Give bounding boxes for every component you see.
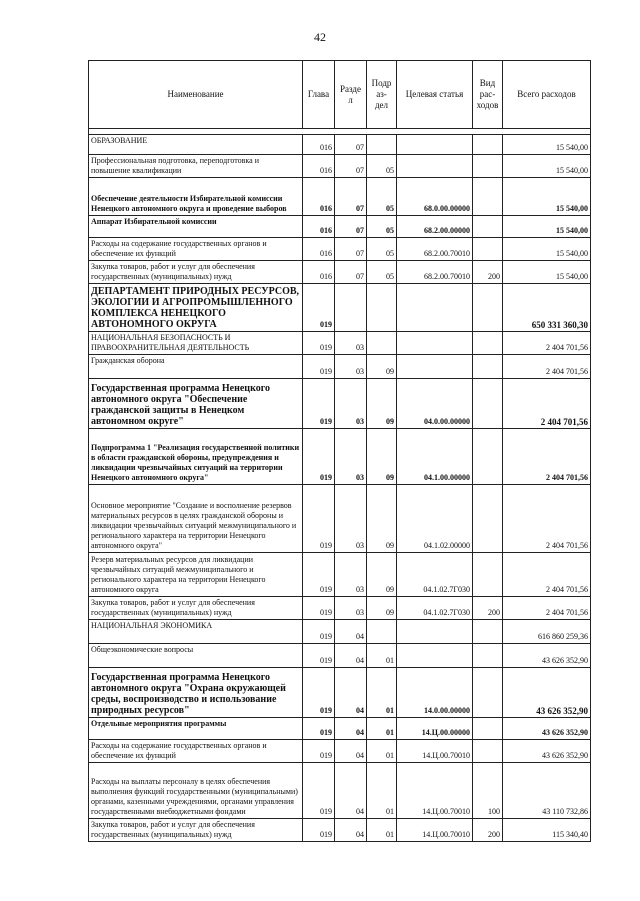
row-total: 15 540,00 (503, 155, 591, 178)
budget-table (88, 60, 591, 842)
row-expense-type (473, 379, 503, 429)
row-section: 03 (335, 597, 367, 620)
row-expense-type (473, 355, 503, 379)
row-total: 115 340,40 (503, 819, 591, 842)
row-subsection: 09 (367, 485, 397, 553)
header-target: Целевая статья (397, 61, 473, 129)
row-total: 15 540,00 (503, 261, 591, 284)
row-total: 2 404 701,56 (503, 553, 591, 597)
row-expense-type (473, 238, 503, 261)
table-row (89, 355, 591, 379)
row-subsection: 05 (367, 155, 397, 178)
row-name: Аппарат Избирательной комиссии (89, 216, 303, 238)
row-section: 03 (335, 553, 367, 597)
row-expense-type (473, 668, 503, 718)
row-chapter: 019 (303, 553, 335, 597)
row-expense-type (473, 178, 503, 216)
row-subsection (367, 284, 397, 332)
row-chapter: 019 (303, 819, 335, 842)
row-name: НАЦИОНАЛЬНАЯ БЕЗОПАСНОСТЬ И ПРАВООХРАНИТЕЛЬНАЯ ДЕЯТЕЛЬНОСТЬ (89, 332, 303, 355)
row-name: Профессиональная подготовка, переподготовка и повышение квалификации (89, 155, 303, 178)
row-section: 03 (335, 485, 367, 553)
row-chapter: 019 (303, 485, 335, 553)
table-row (89, 668, 591, 718)
table-row (89, 379, 591, 429)
row-expense-type: 200 (473, 261, 503, 284)
row-section: 04 (335, 644, 367, 668)
row-chapter: 019 (303, 332, 335, 355)
row-section: 03 (335, 355, 367, 379)
row-target: 04.1.00.00000 (397, 429, 473, 485)
row-name: НАЦИОНАЛЬНАЯ ЭКОНОМИКА (89, 620, 303, 644)
row-subsection: 01 (367, 740, 397, 763)
row-expense-type (473, 553, 503, 597)
row-expense-type: 100 (473, 763, 503, 819)
row-total: 2 404 701,56 (503, 485, 591, 553)
row-target (397, 644, 473, 668)
row-chapter: 019 (303, 355, 335, 379)
row-total: 15 540,00 (503, 178, 591, 216)
row-total: 43 626 352,90 (503, 668, 591, 718)
row-name: Государственная программа Ненецкого автономного округа "Обеспечение гражданской защиты в Ненецком автономном округе" (89, 379, 303, 429)
row-name: Закупка товаров, работ и услуг для обеспечения государственных (муниципальных) нужд (89, 819, 303, 842)
row-subsection: 05 (367, 178, 397, 216)
row-name: Основное мероприятие "Создание и восполнение резервов материальных ресурсов в целях гражданской обороны и ликвидации чрезвычайных ситуаций межмуниципального и регионального характера на территории Ненецкого автономного округа" (89, 485, 303, 553)
row-name: Подпрограмма 1 "Реализация государственной политики в области гражданской обороны, предупреждения и ликвидации чрезвычайных ситуаций на территории Ненецкого автономного округа" (89, 429, 303, 485)
table-header-row (89, 61, 591, 129)
table-row (89, 620, 591, 644)
row-total: 2 404 701,56 (503, 355, 591, 379)
row-subsection: 05 (367, 238, 397, 261)
header-chapter: Глава (303, 61, 335, 129)
row-target (397, 355, 473, 379)
row-name: Государственная программа Ненецкого автономного округа "Охрана окружающей среды, воспроизводство и использование природных ресурсов" (89, 668, 303, 718)
row-section: 04 (335, 668, 367, 718)
row-chapter: 019 (303, 620, 335, 644)
header-total: Всего расходов (503, 61, 591, 129)
row-subsection (367, 332, 397, 355)
table-row (89, 332, 591, 355)
row-target: 14.Ц.00.70010 (397, 740, 473, 763)
row-target: 14.0.00.00000 (397, 668, 473, 718)
row-target (397, 332, 473, 355)
row-target: 04.0.00.00000 (397, 379, 473, 429)
row-chapter: 019 (303, 740, 335, 763)
row-total: 650 331 360,30 (503, 284, 591, 332)
row-target (397, 284, 473, 332)
row-expense-type (473, 485, 503, 553)
row-chapter: 019 (303, 429, 335, 485)
row-subsection (367, 135, 397, 155)
row-name: Общеэкономические вопросы (89, 644, 303, 668)
row-section: 03 (335, 379, 367, 429)
table-row (89, 553, 591, 597)
row-total: 43 626 352,90 (503, 644, 591, 668)
table-row (89, 216, 591, 238)
row-chapter: 016 (303, 178, 335, 216)
row-expense-type (473, 718, 503, 740)
row-expense-type (473, 740, 503, 763)
row-subsection: 01 (367, 668, 397, 718)
row-subsection: 01 (367, 718, 397, 740)
header-name: Наименование (89, 61, 303, 129)
row-chapter: 019 (303, 284, 335, 332)
row-expense-type (473, 155, 503, 178)
table-row (89, 718, 591, 740)
row-total: 15 540,00 (503, 135, 591, 155)
row-section: 07 (335, 261, 367, 284)
table-body (89, 135, 591, 842)
row-target: 68.2.00.70010 (397, 261, 473, 284)
header-subsection: Подр аз- дел (367, 61, 397, 129)
row-chapter: 019 (303, 718, 335, 740)
table-row (89, 763, 591, 819)
row-total: 2 404 701,56 (503, 332, 591, 355)
row-subsection: 01 (367, 819, 397, 842)
row-subsection: 09 (367, 553, 397, 597)
row-total: 43 626 352,90 (503, 718, 591, 740)
row-name: ОБРАЗОВАНИЕ (89, 135, 303, 155)
row-target: 04.1.02.00000 (397, 485, 473, 553)
row-subsection: 09 (367, 355, 397, 379)
header-expense-type: Вид рас- ходов (473, 61, 503, 129)
row-target: 14.Ц.00.70010 (397, 819, 473, 842)
row-subsection: 09 (367, 379, 397, 429)
row-expense-type (473, 332, 503, 355)
row-name: Закупка товаров, работ и услуг для обеспечения государственных (муниципальных) нужд (89, 261, 303, 284)
row-expense-type (473, 135, 503, 155)
table-row (89, 819, 591, 842)
row-total: 2 404 701,56 (503, 429, 591, 485)
table-row (89, 485, 591, 553)
table-row (89, 155, 591, 178)
row-target (397, 135, 473, 155)
row-section: 07 (335, 238, 367, 261)
row-chapter: 019 (303, 379, 335, 429)
row-subsection: 01 (367, 763, 397, 819)
row-target (397, 155, 473, 178)
row-target: 68.2.00.70010 (397, 238, 473, 261)
table-row (89, 238, 591, 261)
row-subsection: 09 (367, 597, 397, 620)
row-name: Расходы на выплаты персоналу в целях обеспечения выполнения функций государственными (муниципальными) органами, казенными учреждениями, органами управления государственными внебюджетными фондами (89, 763, 303, 819)
table-row (89, 429, 591, 485)
row-section: 07 (335, 216, 367, 238)
row-section: 04 (335, 718, 367, 740)
row-section (335, 284, 367, 332)
row-chapter: 019 (303, 668, 335, 718)
row-total: 43 626 352,90 (503, 740, 591, 763)
row-subsection: 09 (367, 429, 397, 485)
row-target: 04.1.02.7Г030 (397, 553, 473, 597)
row-chapter: 019 (303, 644, 335, 668)
row-name: Закупка товаров, работ и услуг для обеспечения государственных (муниципальных) нужд (89, 597, 303, 620)
row-expense-type (473, 620, 503, 644)
row-target: 04.1.02.7Г030 (397, 597, 473, 620)
row-chapter: 019 (303, 597, 335, 620)
row-subsection: 05 (367, 216, 397, 238)
row-target: 68.0.00.00000 (397, 178, 473, 216)
row-expense-type (473, 216, 503, 238)
row-subsection (367, 620, 397, 644)
row-total: 2 404 701,56 (503, 597, 591, 620)
row-target: 14.Ц.00.70010 (397, 763, 473, 819)
row-target: 68.2.00.00000 (397, 216, 473, 238)
row-expense-type (473, 429, 503, 485)
table-row (89, 644, 591, 668)
row-chapter: 016 (303, 155, 335, 178)
row-total: 43 110 732,86 (503, 763, 591, 819)
row-chapter: 016 (303, 216, 335, 238)
row-total: 15 540,00 (503, 238, 591, 261)
row-chapter: 016 (303, 261, 335, 284)
row-section: 07 (335, 155, 367, 178)
row-section: 04 (335, 819, 367, 842)
row-section: 04 (335, 763, 367, 819)
row-name: Отдельные мероприятия программы (89, 718, 303, 740)
row-subsection: 01 (367, 644, 397, 668)
row-section: 04 (335, 740, 367, 763)
row-target (397, 620, 473, 644)
row-total: 616 860 259,36 (503, 620, 591, 644)
row-total: 2 404 701,56 (503, 379, 591, 429)
table-row (89, 135, 591, 155)
table-row (89, 597, 591, 620)
table-row (89, 261, 591, 284)
row-expense-type (473, 284, 503, 332)
table-row (89, 284, 591, 332)
row-section: 03 (335, 429, 367, 485)
page-number: 42 (314, 30, 326, 44)
row-name: Обеспечение деятельности Избирательной комиссии Ненецкого автономного округа и проведение выборов (89, 178, 303, 216)
header-section: Разде л (335, 61, 367, 129)
row-chapter: 016 (303, 238, 335, 261)
row-expense-type: 200 (473, 597, 503, 620)
table-row (89, 740, 591, 763)
row-name: Резерв материальных ресурсов для ликвидации чрезвычайных ситуаций межмуниципального и регионального характера на территории Ненецкого автономного округа (89, 553, 303, 597)
row-chapter: 016 (303, 135, 335, 155)
row-expense-type: 200 (473, 819, 503, 842)
row-section: 07 (335, 178, 367, 216)
row-name: Гражданская оборона (89, 355, 303, 379)
row-subsection: 05 (367, 261, 397, 284)
row-section: 04 (335, 620, 367, 644)
row-chapter: 019 (303, 763, 335, 819)
row-total: 15 540,00 (503, 216, 591, 238)
table-row (89, 178, 591, 216)
row-section: 03 (335, 332, 367, 355)
row-name: Расходы на содержание государственных органов и обеспечение их функций (89, 238, 303, 261)
row-section: 07 (335, 135, 367, 155)
row-name: ДЕПАРТАМЕНТ ПРИРОДНЫХ РЕСУРСОВ, ЭКОЛОГИИ И АГРОПРОМЫШЛЕННОГО КОМПЛЕКСА НЕНЕЦКОГО АВТОНОМНОГО ОКРУГА (89, 284, 303, 332)
row-name: Расходы на содержание государственных органов и обеспечение их функций (89, 740, 303, 763)
row-target: 14.Ц.00.00000 (397, 718, 473, 740)
row-expense-type (473, 644, 503, 668)
